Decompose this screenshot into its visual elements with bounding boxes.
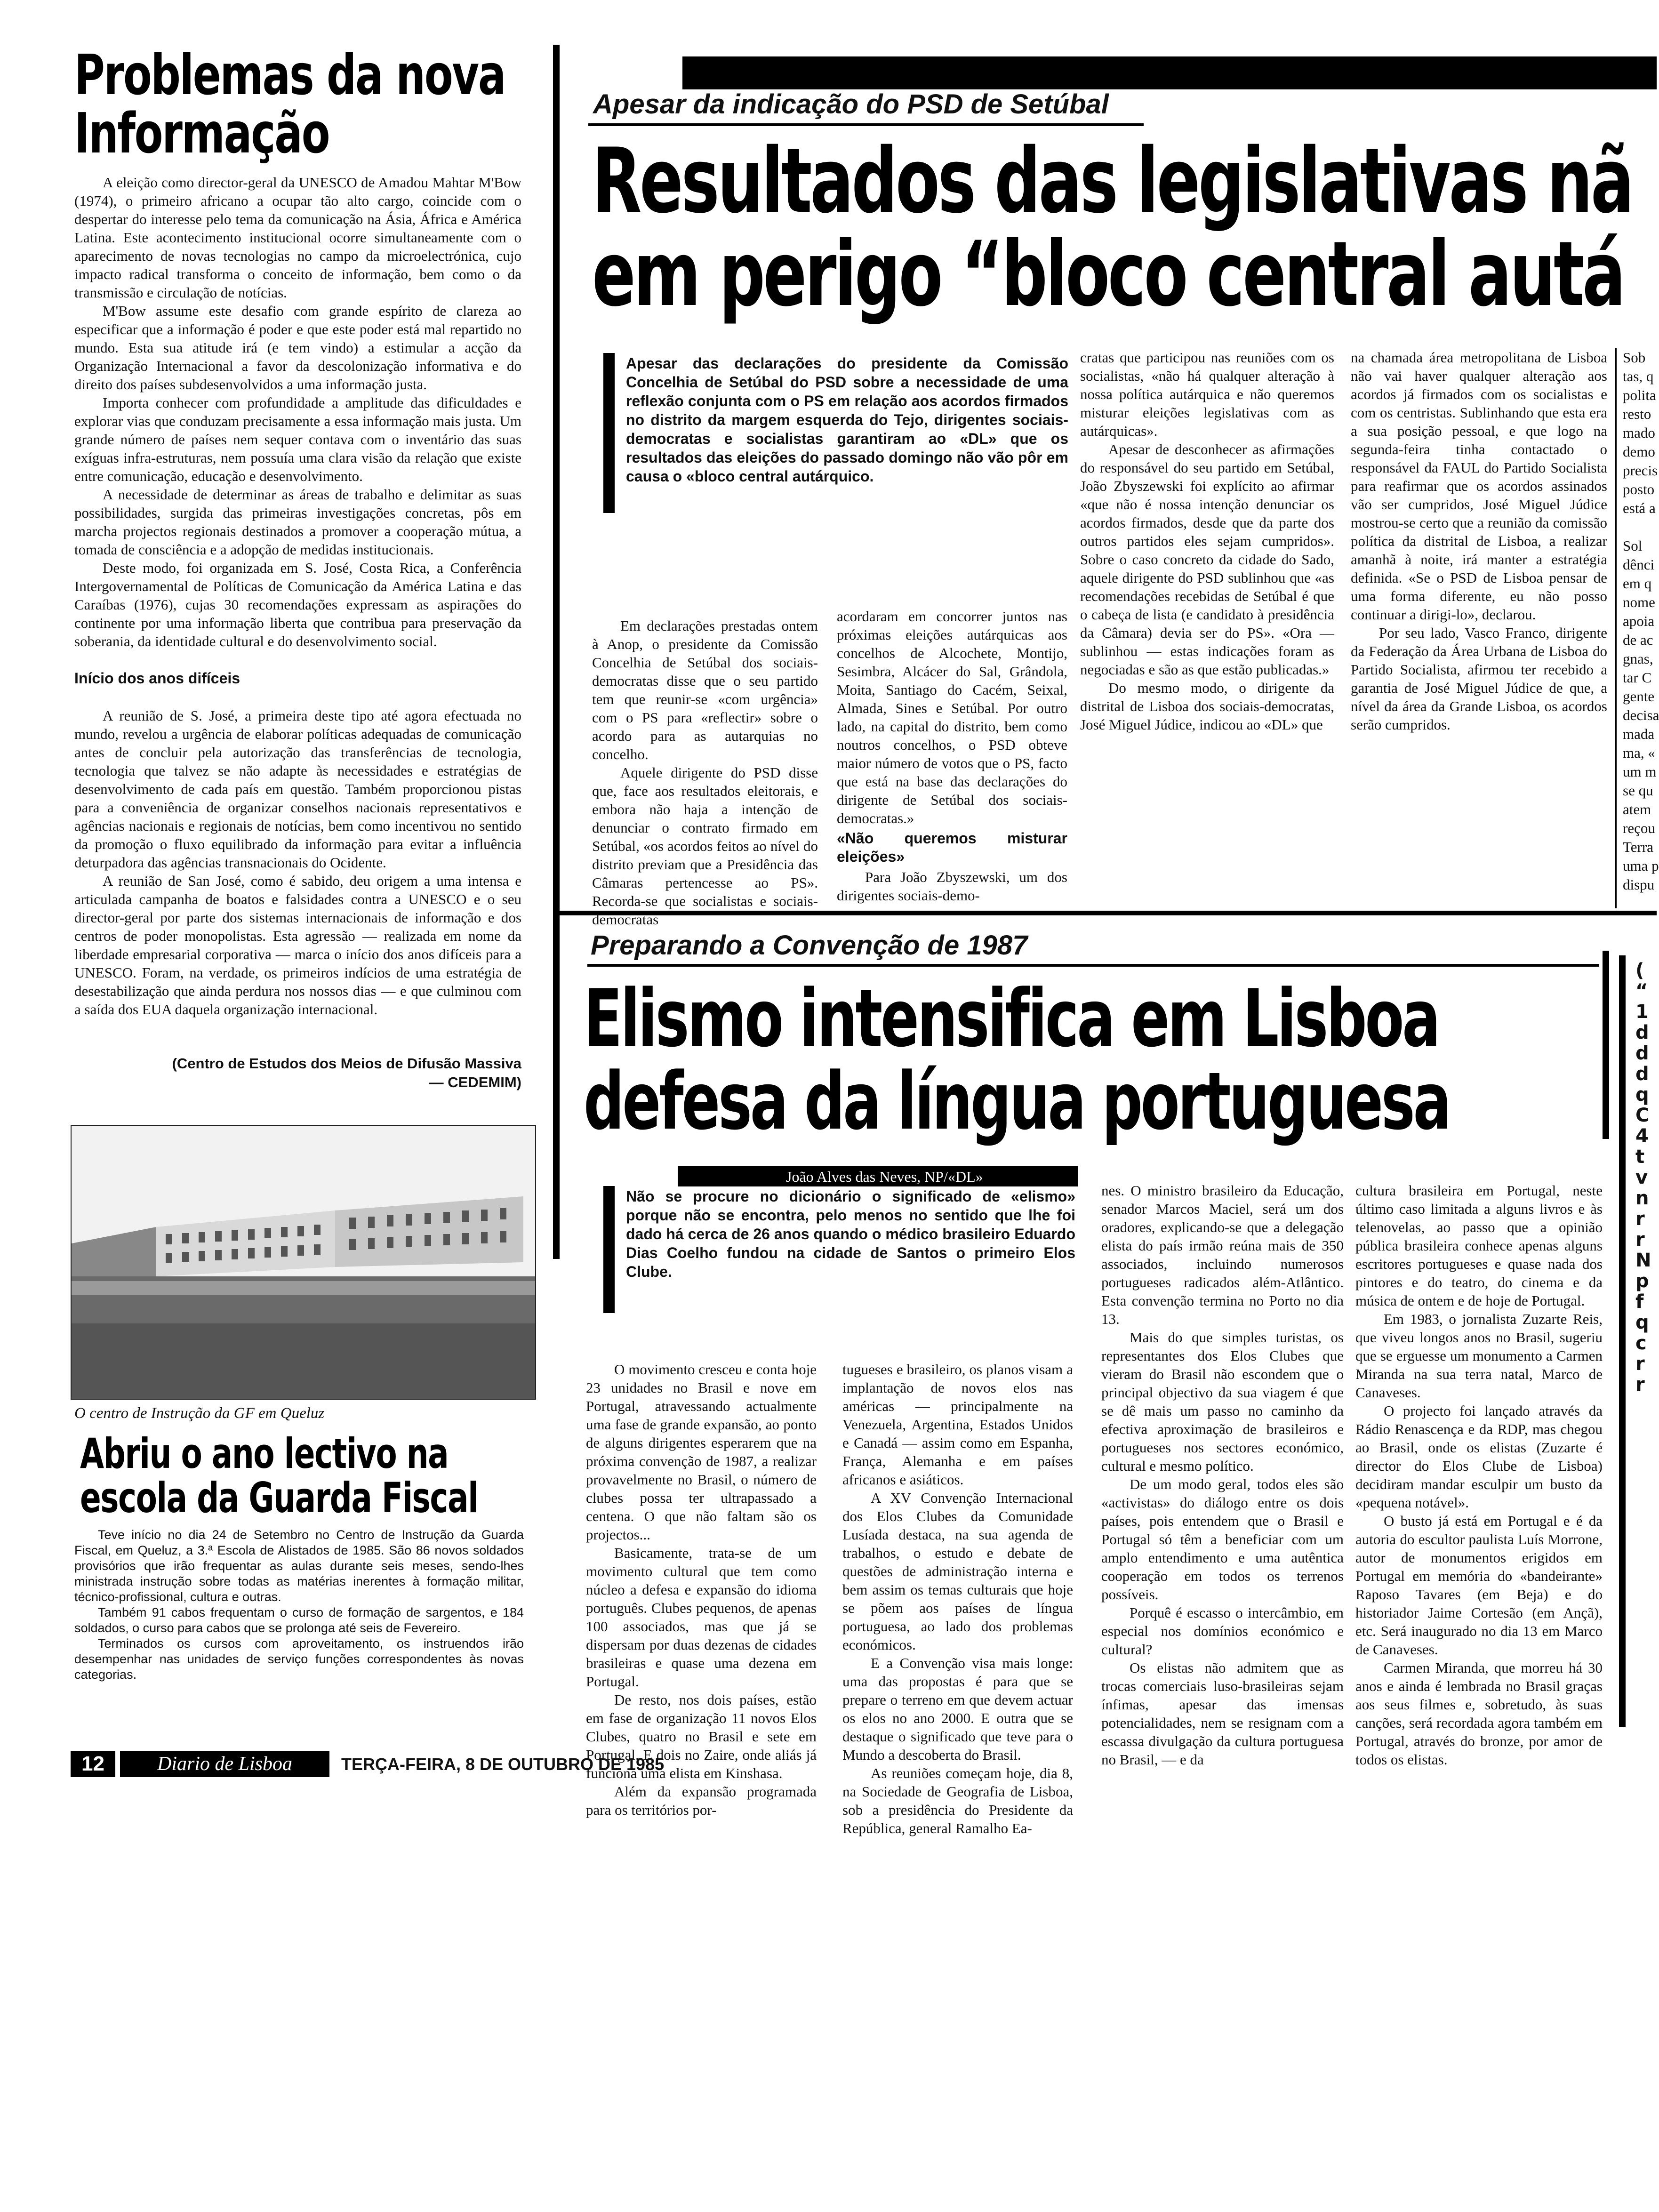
elos-lead: Não se procure no dicionário o significado de «elismo» porque não se encontra, pelo menos no sentido que lhe foi dado há cerca de 26 anos quando o médico brasileiro Eduardo Dias Coelho fundou na cidade de Santos o primeiro Elos Clube. [626, 1188, 1075, 1280]
fragment: t [1635, 1146, 1645, 1168]
elos-paragraph: tugueses e brasileiro, os planos visam a implantação de novos elos nas américas — principalmente na Venezuela, Argentina, Estados Unidos e Canadá — assim como em Espanha, França, Alemanha e em países africanos e asiáticos. [842, 1361, 1073, 1488]
elos-lead-bar [603, 1186, 615, 1313]
fragment: atem [1623, 801, 1651, 817]
psd-top-bar [682, 56, 1657, 89]
left-paragraph: M'Bow assume este desafio com grande espírito de clareza ao especificar que a informação é poder e que este poder está mal repartido no mundo. Esta sua atitude irá (e tem vindo) a estimular a acção da Organização Internacional a favor da descolonização informativa e do direito dos países subdesenvolvidos a uma informação justa. [74, 303, 521, 393]
elos-paragraph: E a Convenção visa mais longe: uma das propostas é para que se prepare o terreno em que devem actuar os elos no ano 2000. E outra que se destaque o significado que teve para o Mundo a descoberta do Brasil. [842, 1655, 1073, 1763]
fragment: de ac [1623, 632, 1653, 648]
left-subheading: Início dos anos difíceis [74, 670, 240, 687]
psd-paragraph: Em declarações prestadas ontem à Anop, o presidente da Comissão Concelhia de Setúbal dos sociais-democratas disse que o seu partido tem que reunir-se «com urgência» com o PS para «reflectir» sobre o acordo para as autarquias no concelho. [592, 617, 818, 762]
gf-title-line2: escola da Guarda Fiscal [80, 1474, 478, 1522]
psd-headline-line2: em perigo “bloco central autá [592, 222, 1624, 326]
elos-right-rule [1603, 951, 1609, 1139]
fragment: em q [1623, 575, 1652, 592]
fragment: resto [1623, 406, 1651, 422]
psd-lead-bar [603, 353, 615, 513]
psd-paragraph: na chamada área metropolitana de Lisboa não vai haver qualquer alteração aos acordos já firmados com os socialistas e com os centristas. Sublinhando que esta era a sua posição pessoal, e que logo na segunda-feira tinha contactado o responsável da FAUL do Partido Socialista para reafirmar que os acordos assinados vão ser cumpridos, José Miguel Júdice mostrou-se certo que a reunião da comissão política da distrital de Lisboa, a realizar amanhã à noite, irá manter a estratégia definida. «Se o PSD de Lisboa pensar de uma forma diferente, eu não posso continuar a dirigi-lo», declarou. [1351, 349, 1607, 623]
left-paragraph: A reunião de S. José, a primeira deste tipo até agora efectuada no mundo, revelou a urgência de elaborar políticas adequadas de comunicação antes de concluir pela autorização das transferências de tecnologia, tecnologia que talvez se não adapte às necessidades e estratégias de desenvolvimento de cada país em questão. Também proporcionou pistas para a conveniência de organizar conselhos nacionais representativos e agências nacionais e regionais de notícias, bem como incentivou no sentido da promoção o fluxo equilibrado da informação para evitar a influência deturpadora das agências transnacionais do Ocidente. [74, 707, 521, 871]
elos-paragraph: Porquê é escasso o intercâmbio, em especial nos domínios económico e cultural? [1101, 1604, 1344, 1658]
left-title-line2: Informação [74, 101, 329, 166]
gf-paragraph: Terminados os cursos com aproveitamento, os instruendos irão desempenhar nas unidades de serviço funções correspondentes às novas categorias. [74, 1636, 524, 1682]
building-photo-illustration [72, 1126, 535, 1399]
elos-paragraph: Os elistas não admitem que as trocas comerciais luso-brasileiras sejam ínfimas, apesar das imensas potencialidades, nem se resignam com a escassa divulgação da cultura portuguesa no Brasil, — e da [1101, 1659, 1344, 1768]
fragment: f [1635, 1291, 1644, 1313]
fragment: mado [1623, 425, 1655, 441]
elos-col2 [842, 1360, 1073, 1836]
photo [71, 1125, 536, 1400]
psd-headline [592, 129, 1657, 334]
elos-paragraph: O movimento cresceu e conta hoje 23 unidades no Brasil e nove em Portugal, atravessando actualmente uma fase de grande expansão, ao ponto de alguns dirigentes esperarem que na próxima convenção de 1987, a realizar provavelmente no Brasil, o número de clubes possa ter ultrapassado a centena. O que não faltam são os projectos... [586, 1361, 817, 1543]
fragment: p [1635, 1270, 1649, 1292]
left-paragraph: A necessidade de determinar as áreas de trabalho e delimitar as suas possibilidades, surgida das primeiras investigações concretas, pôs em marcha projectos regionais destinados a promover a cooperação mútua, a tomada de consciência e a adopção de medidas institucionais. [74, 486, 521, 558]
elos-col4 [1355, 1181, 1603, 1768]
elos-headline-line2: defesa da língua portuguesa [584, 1055, 1450, 1147]
elos-paragraph: Em 1983, o jornalista Zuzarte Reis, que viveu longos anos no Brasil, sugeriu que se erguesse um monumento a Carmen Miranda na sua terra natal, Marco de Canaveses. [1355, 1311, 1603, 1401]
elos-paragraph: Carmen Miranda, que morreu há 30 anos e ainda é lembrada no Brasil graças aos seus filmes e, sobretudo, às suas canções, será recordada agora também em Portugal, através do bronze, por amor de todos os elistas. [1355, 1659, 1603, 1768]
elos-col5-fragments [1635, 960, 1657, 1732]
footer-date: TERÇA-FEIRA, 8 DE OUTUBRO DE 1985 [341, 1755, 665, 1774]
psd-col4 [1351, 348, 1607, 908]
fragment: posto [1623, 481, 1655, 497]
gf-article-title [80, 1429, 551, 1522]
fragment: polita [1623, 387, 1656, 403]
left-paragraph: A reunião de San José, como é sabido, deu origem a uma intensa e articulada campanha de boatos e falsidades contra a UNESCO e o seu director-geral por parte dos sistemas internacionais de informação e dos centros de poder monopolistas. Esta agressão — realizada em nome da liberdade empresarial corporativa — marca o início dos anos difíceis para a UNESCO. Foram, na verdade, os primeiros indícios de uma estratégia de desestabilização que ainda perdura nos nossos dias — e que culminou com a saída dos EUA daquela organização internacional. [74, 873, 521, 1018]
fragment: um m [1623, 763, 1657, 780]
fragment: d [1635, 1042, 1649, 1064]
fragment: tar C [1623, 669, 1652, 686]
elos-paragraph: nes. O ministro brasileiro da Educação, senador Marcos Maciel, será um dos oradores, explicando-se que a delegação elista do país irmão reúna mais de 350 associados, incluindo numerosos portugueses radicados além-Atlântico. Esta convenção termina no Porto no dia 13. [1101, 1182, 1344, 1327]
fragment: r [1635, 1374, 1645, 1395]
psd-headline-line1: Resultados das legislativas nã [592, 129, 1632, 233]
photo-caption: O centro de Instrução da GF em Queluz [74, 1405, 325, 1422]
fragment: r [1635, 1229, 1645, 1250]
fragment: Sol [1623, 537, 1643, 554]
elos-paragraph: As reuniões começam hoje, dia 8, na Sociedade de Geografia de Lisboa, sob a presidência do Presidente da República, general Ramalho Ea- [842, 1765, 1073, 1836]
elos-kicker-underline [587, 964, 1599, 967]
fragment: se qu [1623, 782, 1653, 799]
fragment: ma, « [1623, 745, 1655, 761]
elos-col-rule [1619, 955, 1626, 1727]
fragment: nome [1623, 594, 1655, 610]
elos-paragraph: cultura brasileira em Portugal, neste último caso limitada a alguns livros e às telenovelas, ao passo que a opinião pública brasileira conhece apenas alguns escritores portugueses e quase nada dos pintores e do teatro, do cinema e da música de ontem e de hoje de Portugal. [1355, 1182, 1603, 1309]
fragment: 1 [1635, 1001, 1649, 1023]
fragment: reçou [1623, 820, 1655, 836]
gf-article-body [74, 1527, 524, 1734]
fragment: r [1635, 1208, 1645, 1230]
fragment: precis [1623, 462, 1658, 479]
left-article-title [74, 42, 545, 166]
elos-paragraph: O projecto foi lançado através da Rádio Renascença e da RDP, mas chegou ao Brasil, onde os elistas (Zuzarte é director do Elos Clube de Lisboa) decidiram mandar esculpir um busto da «pequena notável». [1355, 1403, 1603, 1511]
psd-paragraph: Do mesmo modo, o dirigente da distrital de Lisboa dos sociais-democratas, José Miguel Júdice, indicou ao «DL» que [1080, 680, 1334, 733]
left-source [74, 1054, 521, 1092]
elos-kicker: Preparando a Convenção de 1987 [591, 930, 1028, 961]
fragment: 4 [1635, 1125, 1649, 1147]
fragment: q [1635, 1312, 1649, 1333]
gf-paragraph: Também 91 cabos frequentam o curso de formação de sargentos, e 184 soldados, o curso para cabos que se prolonga até seis de Fevereiro. [74, 1605, 524, 1635]
psd-col2-subhead: «Não queremos misturar eleições» [837, 830, 1067, 865]
fragment: r [1635, 1353, 1645, 1375]
fragment: “ [1635, 980, 1648, 1002]
fragment: dênci [1623, 556, 1655, 573]
psd-box-left-rule [553, 45, 560, 1259]
psd-kicker: Apesar da indicação do PSD de Setúbal [593, 89, 1109, 120]
elos-headline-line1: Elismo intensifica em Lisboa [584, 972, 1439, 1065]
paper-name: Diario de Lisboa [120, 1751, 329, 1777]
elos-paragraph: De um modo geral, todos eles são «activistas» do diálogo entre os dois países, pois entendem que o Brasil e Portugal só têm a beneficiar com um amplo entendimento e uma autêntica cooperação em todos os terrenos possíveis. [1101, 1476, 1344, 1603]
psd-col2 [837, 607, 1067, 908]
elos-paragraph: Mais do que simples turistas, os representantes dos Elos Clubes que vieram do Brasil não escondem que o principal objectivo da sua viagem é que se dê mais um passo no caminho da efectiva aproximação de brasileiros e portugueses nos sectores económico, cultural e mesmo político. [1101, 1329, 1344, 1474]
left-title-line1: Problemas da nova [74, 42, 505, 107]
fragment: v [1635, 1167, 1648, 1188]
psd-kicker-underline [588, 123, 1144, 126]
fragment: c [1635, 1332, 1647, 1354]
psd-paragraph: Aquele dirigente do PSD disse que, face aos resultados eleitorais, e embora não haja a intenção de denunciar o contrato firmado em Setúbal, «os acordos feitos ao nível do distrito previam que a Presidência das Câmaras pertencesse ao PS». Recorda-se que socialistas e sociais-democratas [592, 764, 818, 928]
elos-byline: João Alves das Neves, NP/«DL» [781, 1167, 988, 1186]
psd-col-rule [1615, 348, 1617, 908]
fragment: C [1635, 1105, 1650, 1126]
psd-col3 [1080, 348, 1334, 908]
psd-paragraph: acordaram em concorrer juntos nas próximas eleições autárquicas aos concelhos de Alcochete, Montijo, Sesimbra, Alcácer do Sal, Grândola, Moita, Santiago do Cacém, Seixal, Almada, Sines e Setúbal. Por outro lado, na capital do distrito, bem como noutros concelhos, o PSD obteve maior número de votos que o PS, facto que está na base das declarações do dirigente de Setúbal dos sociais-democratas.» [837, 608, 1067, 826]
fragment: decisa [1623, 707, 1659, 723]
left-paragraph: A eleição como director-geral da UNESCO de Amadou Mahtar M'Bow (1974), o primeiro africano a ocupar tão alto cargo, coincide com o despertar do interesse pelo tema da comunicação na Ásia, África e América Latina. Este acontecimento institucional ocorre simultaneamente com o aparecimento de novas tecnologias no campo da microelectrónica, cujo impacto radical transforma o conceito de informação, bem como o da transmissão e circulação de notícias. [74, 174, 521, 301]
left-article-body [74, 173, 521, 1034]
elos-paragraph: De resto, nos dois países, estão em fase de organização 11 novos Elos Clubes, quatro no Brasil e sete em Portugal. E dois no Zaire, onde aliás já funciona uma elista em Kinshasa. [586, 1691, 817, 1781]
fragment: demo [1623, 443, 1655, 460]
elos-paragraph: Basicamente, trata-se de um movimento cultural que tem como núcleo a defesa e expansão do idioma português. Clubes pequenos, de apenas 100 associados, mas que já se dispersam por duas dezenas de cidades brasileiras e quase uma dezena em Portugal. [586, 1545, 817, 1690]
fragment: q [1635, 1084, 1649, 1106]
fragment: apoia [1623, 613, 1655, 629]
fragment: dispu [1623, 876, 1655, 893]
psd-paragraph: Por seu lado, Vasco Franco, dirigente da Federação da Área Urbana de Lisboa do Partido Socialista, afirmou ter recebido a garantia de José Miguel Júdice de que, a nível da área da Grande Lisboa, os acordos serão cumpridos. [1351, 625, 1607, 733]
elos-paragraph: A XV Convenção Internacional dos Elos Clubes da Comunidade Lusíada destaca, na sua agenda de trabalhos, o estudo e debate de questões de administração interna e bem assim os temas culturais que hoje se põem aos países de língua portuguesa, ao lado dos problemas económicos. [842, 1490, 1073, 1653]
psd-col1 [592, 617, 818, 928]
elos-paragraph: Além da expansão programada para os territórios por- [586, 1783, 817, 1818]
fragment: d [1635, 1022, 1649, 1043]
fragment: tas, q [1623, 368, 1654, 385]
gf-title-line1: Abriu o ano lectivo na [80, 1429, 449, 1478]
psd-lead: Apesar das declarações do presidente da Comissão Concelhia de Setúbal do PSD sobre a necessidade de uma reflexão conjunta com o PS em relação aos acordos firmados no distrito da margem esquerda do Tejo, dirigentes sociais-democratas e socialistas garantiram ao «DL» que os resultados das eleições do passado domingo não vão pôr em causa o «bloco central autárquico. [626, 355, 1068, 485]
left-paragraph: Deste modo, foi organizada em S. José, Costa Rica, a Conferência Intergovernamental de Políticas de Comunicação da América Latina e das Caraíbas (1976), cujas 30 recomendações expressam as aspirações do continente por uma informação liberta que contribua para preservação da soberania, da identidade cultural e do desenvolvimento social. [74, 560, 521, 649]
fragment: N [1635, 1250, 1651, 1271]
source-line: — CEDEMIM) [429, 1074, 521, 1090]
fragment: Terra [1623, 839, 1653, 855]
elos-col1 [586, 1360, 817, 1818]
fragment: n [1635, 1187, 1649, 1209]
psd-paragraph: Apesar de desconhecer as afirmações do responsável do seu partido em Setúbal, João Zbyszewski foi explícito ao afirmar «que não é nossa intenção denunciar os acordos firmados, desde que da parte dos outros partidos eles sejam cumpridos». Sobre o caso concreto da cidade do Sado, aquele dirigente do PSD sublinhou que «as recomendações recebidas de Setúbal é que o cabeça de lista (e candidato à presidência da Câmara) devia ser do PS». «Ora — sublinhou — estas indicações foram as negociadas e são as que estão publicadas.» [1080, 441, 1334, 678]
psd-col5-fragments [1623, 348, 1657, 908]
left-paragraph: Importa conhecer com profundidade a amplitude das dificuldades e explorar vias que conduzam precisamente a essa informação mais justa. Um grande número de países nem sequer contava com o inventário das suas exíguas infra-estruturas, nem possuía uma clara visão da relação que existe entre comunicação, educação e desenvolvimento. [74, 394, 521, 484]
fragment: ( [1635, 960, 1644, 981]
gf-paragraph: Teve início no dia 24 de Setembro no Centro de Instrução da Guarda Fiscal, em Queluz, a 3.ª Escola de Alistados de 1985. São 86 novos soldados provisórios que irão frequentar as aulas durante seis meses, sendo-lhes ministrada instrução sobre todas as matérias inerentes à formação militar, técnico-profissional, cultura e outras. [74, 1528, 524, 1604]
elos-col3 [1101, 1181, 1344, 1768]
fragment: d [1635, 1063, 1649, 1085]
elos-paragraph: O busto já está em Portugal e é da autoria do escultor paulista Luís Morrone, autor de monumentos erigidos em Portugal em memória do «bandeirante» Raposo Tavares (em Beja) e do historiador Jaime Cortesão (em Ançã), etc. Será inaugurado no dia 13 em Marco de Canaveses. [1355, 1513, 1603, 1658]
fragment: gente [1623, 688, 1655, 705]
source-line: (Centro de Estudos dos Meios de Difusão Massiva [172, 1055, 521, 1072]
psd-paragraph: Para João Zbyszewski, um dos dirigentes sociais-demo- [837, 869, 1067, 904]
elos-headline [584, 972, 1600, 1158]
fragment: está a [1623, 500, 1656, 516]
psd-paragraph: cratas que participou nas reuniões com os socialistas, «não há qualquer alteração à nossa política autárquica e não queremos misturar eleições legislativas com as autárquicas». [1080, 349, 1334, 439]
fragment: gnas, [1623, 650, 1653, 667]
fragment: mada [1623, 726, 1655, 742]
fragment: Sob [1623, 349, 1646, 366]
fragment: uma p [1623, 858, 1659, 874]
page-number: 12 [71, 1751, 115, 1777]
